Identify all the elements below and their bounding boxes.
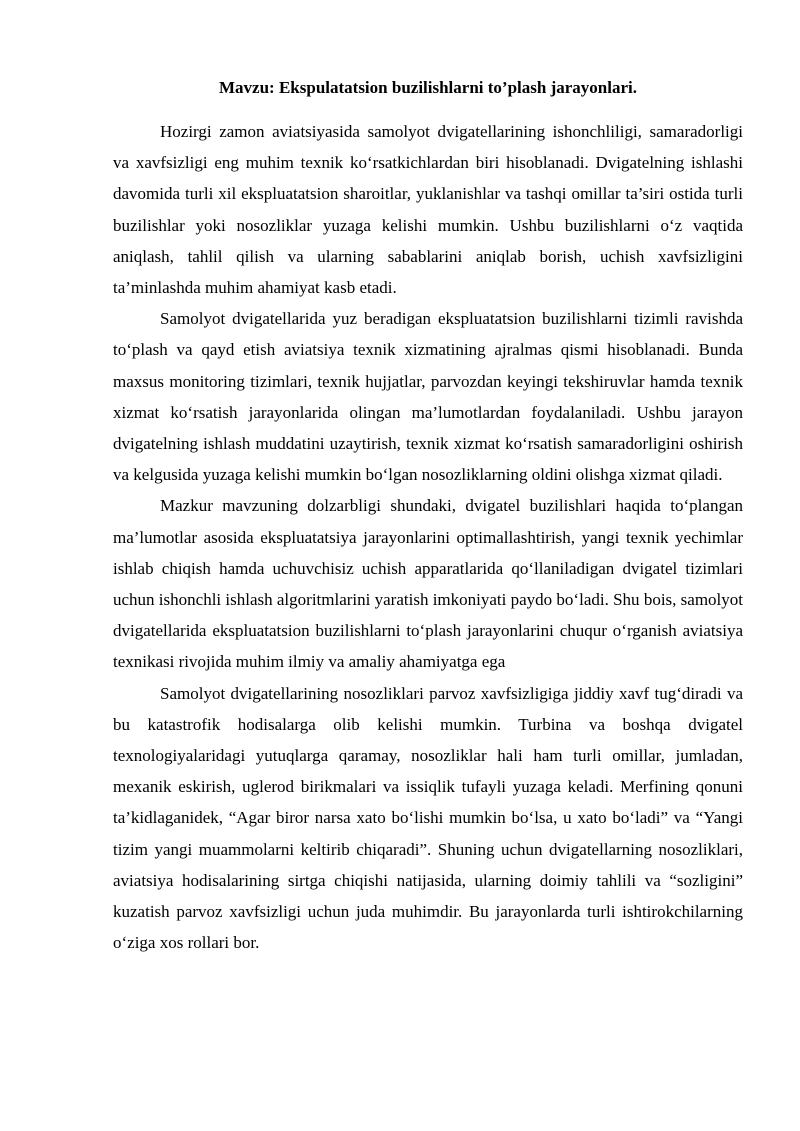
document-title: Mavzu: Ekspulatatsion buzilishlarni to’plash jarayonlari. (219, 78, 637, 97)
paragraph-4: Samolyot dvigatellarining nosozliklari parvoz xavfsizligiga jiddiy xavf tug‘diradi va bu katastrofik hodisalarga olib kelishi mumkin. Turbina va boshqa dvigatel texnologiyalaridagi yutuqlarga qaramay, nosozliklar hali ham turli omillar, jumladan, mexanik eskirish, uglerod birikmalari va issiqlik tufayli yuzaga keladi. Merfining qonuni ta’kidlaganidek, “Agar biror narsa xato bo‘lishi mumkin bo‘lsa, u xato bo‘ladi” va “Yangi tizim yangi muammolarni keltirib chiqaradi”. Shuning uchun dvigatellarning nosozliklari, aviatsiya hodisalarining sirtga chiqishi natijasida, ularning doimiy tahlili va “sozligini” kuzatish parvoz xavfsizligi uchun juda muhimdir. Bu jarayonlarda turli ishtirokchilarning o‘ziga xos rollari bor. (113, 683, 743, 953)
paragraph-1: Hozirgi zamon aviatsiyasida samolyot dvigatellarining ishonchliligi, samaradorligi va xavfsizligi eng muhim texnik ko‘rsatkichlardan biri hisoblanadi. Dvigatelning ishlashi davomida turli xil ekspluatatsion sharoitlar, yuklanishlar va tashqi omillar ta’siri ostida turli buzilishlar yoki nosozliklar yuzaga kelishi mumkin. Ushbu buzilishlarni o‘z vaqtida aniqlash, tahlil qilish va ularning sabablarini aniqlab borish, uchish xavfsizligini ta’minlashda muhim ahamiyat kasb etadi. (113, 122, 743, 298)
paragraph-3: Mazkur mavzuning dolzarbligi shundaki, dvigatel buzilishlari haqida to‘plangan ma’lumotlar asosida ekspluatatsiya jarayonlarini optimallashtirish, yangi texnik yechimlar ishlab chiqish hamda uchuvchisiz uchish apparatlarida qo‘llaniladigan dvigatel tizimlari uchun ishonchli ishlash algoritmlarini yaratish imkoniyati paydo bo‘ladi. Shu bois, samolyot dvigatellarida ekspluatatsion buzilishlarni to‘plash jarayonlarini chuqur o‘rganish aviatsiya texnikasi rivojida muhim ilmiy va amaliy ahamiyatga ega (113, 496, 743, 672)
paragraph-2: Samolyot dvigatellarida yuz beradigan ekspluatatsion buzilishlarni tizimli ravishda to‘plash va qayd etish aviatsiya texnik xizmatining ajralmas qismi hisoblanadi. Bunda maxsus monitoring tizimlari, texnik hujjatlar, parvozdan keyingi tekshiruvlar hamda texnik xizmat ko‘rsatish jarayonlarida olingan ma’lumotlardan foydalaniladi. Ushbu jarayon dvigatelning ishlash muddatini uzaytirish, texnik xizmat ko‘rsatish samaradorligini oshirish va kelgusida yuzaga kelishi mumkin bo‘lgan nosozliklarning oldini olishga xizmat qiladi. (113, 309, 743, 485)
document-body (113, 116, 743, 958)
